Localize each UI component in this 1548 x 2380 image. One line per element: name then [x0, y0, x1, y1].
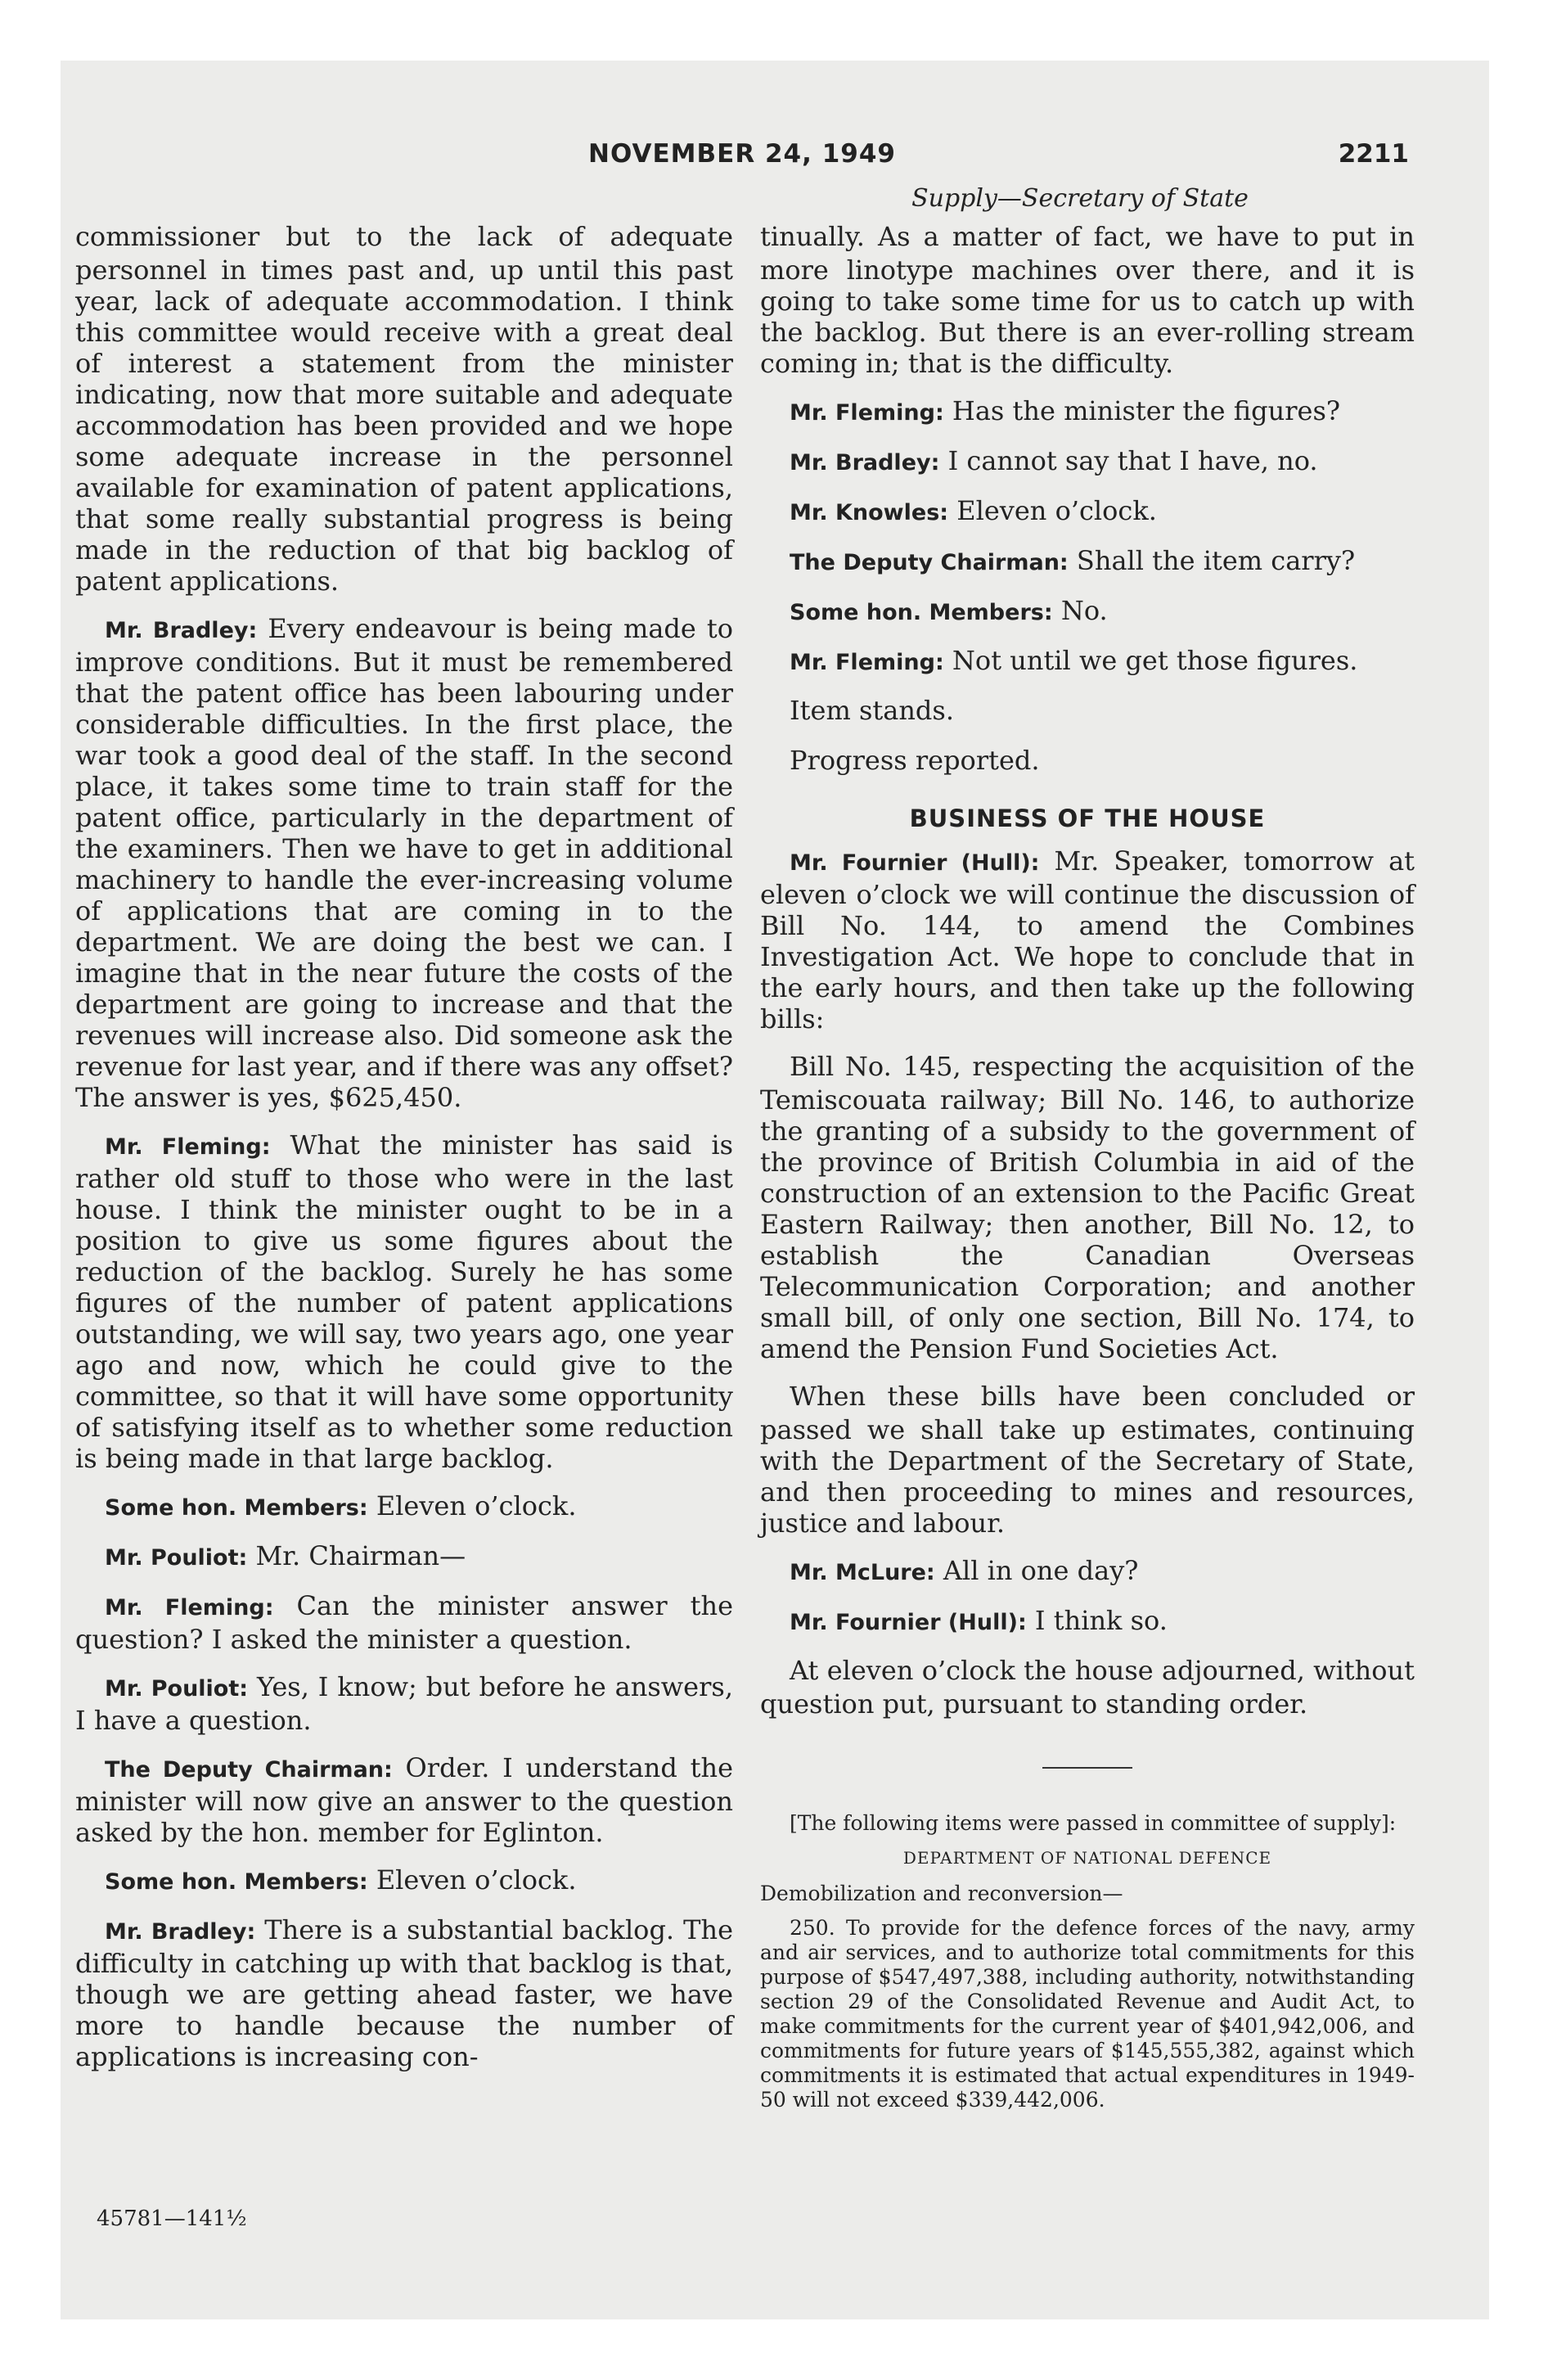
running-head: Supply—Secretary of State — [911, 184, 1249, 213]
paragraph: Mr. Knowles: Eleven o’clock. — [790, 495, 1157, 526]
paragraph: Mr. Bradley: There is a substantial backlog. The difficulty in catching up with that backlog is that, though we are getting ahead faster, we have more to handle because the number of applications is increasing con- — [75, 1914, 734, 2072]
department-heading: DEPARTMENT OF NATIONAL DEFENCE — [902, 1848, 1272, 1868]
speaker-name: Some hon. Members: — [105, 1869, 368, 1895]
left-column — [75, 221, 733, 2089]
speaker-name: Mr. Fleming: — [790, 400, 944, 426]
paragraph: Mr. Fournier (Hull): Mr. Speaker, tomorrow at eleven o’clock we will continue the discussion of Bill No. 144, to amend the Combines Investigation Act. We hope to conclude that in the early hours, and then take up the following bills: — [760, 845, 1415, 1034]
paragraph: Mr. McLure: All in one day? — [790, 1555, 1139, 1586]
speaker-name: Mr. Pouliot: — [105, 1676, 249, 1702]
right-column — [760, 221, 1415, 2122]
paragraph: Mr. Pouliot: Yes, I know; but before he answers, I have a question. — [75, 1671, 734, 1736]
paragraph: Mr. Fleming: Can the minister answer the question? I asked the minister a question. — [75, 1590, 733, 1655]
speaker-name: Mr. Fleming: — [790, 650, 944, 675]
committee-intro: [The following items were passed in committee of supply]: — [790, 1811, 1397, 1835]
speaker-name: Mr. Bradley: — [105, 1919, 256, 1945]
committee-item: 250. To provide for the defence forces of the navy, army and air services, and to authorize total commitments for this purpose of $547,497,388, including authority, notwithstanding section 29 of the Consolidated Revenue and Audit Act, to make commitments for the current year of $401,942,006, and commitments for future years of $145,555,382, against which commitments it is estimated that actual expenditures in 1949-50 will not exceed $339,442,006. — [760, 1916, 1415, 2112]
paragraph: Bill No. 145, respecting the acquisition of the Temiscouata railway; Bill No. 146, to authorize the granting of a subsidy to the government of the province of British Columbia in aid of the construction of an extension to the Pacific Great Eastern Railway; then another, Bill No. 12, to establish the Canadian Overseas Telecommunication Corporation; and another small bill, of only one section, Bill No. 174, to amend the Pension Fund Societies Act. — [760, 1051, 1415, 1364]
print-code: 45781—141½ — [97, 2206, 247, 2231]
speaker-name: Mr. Fleming: — [105, 1134, 271, 1160]
committee-subheading: Demobilization and reconversion— — [760, 1882, 1123, 1905]
speaker-name: Mr. Fleming: — [105, 1595, 274, 1620]
speaker-name: Mr. Fournier (Hull): — [790, 850, 1040, 876]
paragraph: Some hon. Members: No. — [790, 595, 1108, 626]
paragraph: Progress reported. — [790, 745, 1040, 776]
paragraph: Item stands. — [790, 695, 954, 726]
paragraph: Mr. Fournier (Hull): I think so. — [790, 1605, 1168, 1636]
paragraph: Mr. Bradley: I cannot say that I have, no. — [790, 445, 1318, 476]
speaker-name: The Deputy Chairman: — [790, 550, 1069, 575]
speaker-name: Mr. Fournier (Hull): — [790, 1610, 1027, 1635]
speaker-name: Mr. Knowles: — [790, 500, 949, 525]
paragraph: Some hon. Members: Eleven o’clock. — [105, 1490, 577, 1521]
paragraph: Mr. Fleming: Not until we get those figures. — [790, 645, 1358, 676]
paragraph: commissioner but to the lack of adequate personnel in times past and, up until this past year, lack of adequate accommodation. I think this committee would receive with a great deal of interest a statement from the minister indicating, now that more suitable and adequate accommodation has been provided and we hope some adequate increase in the personnel available for examination of patent applications, that some really substantial progress is being made in the reduction of that big backlog of patent applications. — [75, 221, 733, 597]
speaker-name: Mr. Pouliot: — [105, 1545, 248, 1571]
paragraph: tinually. As a matter of fact, we have to put in more linotype machines over there, and it is going to take some time for us to catch up with the backlog. But there is an ever-rolling stream coming in; that is the difficulty. — [760, 221, 1415, 379]
page-date: NOVEMBER 24, 1949 — [588, 139, 896, 169]
speaker-name: Mr. Bradley: — [105, 618, 258, 643]
paragraph: The Deputy Chairman: Shall the item carry? — [790, 545, 1356, 576]
page-number: 2211 — [1338, 139, 1409, 169]
paragraph: Mr. Pouliot: Mr. Chairman— — [105, 1540, 466, 1571]
speaker-name: Some hon. Members: — [790, 600, 1053, 625]
paragraph: Mr. Bradley: Every endeavour is being made to improve conditions. But it must be remembered that the patent office has been labouring under considerable difficulties. In the first place, the war took a good deal of the staff. In the second place, it takes some time to train staff for the patent office, particularly in the department of the examiners. Then we have to get in additional machinery to handle the ever-increasing volume of applications that are coming in to the department. We are doing the best we can. I imagine that in the near future the costs of the department are going to increase and that the revenues will increase also. Did someone ask the revenue for last year, and if there was any offset? The answer is yes, $625,450. — [75, 613, 734, 1113]
paragraph: Some hon. Members: Eleven o’clock. — [105, 1864, 577, 1895]
speaker-name: Some hon. Members: — [105, 1495, 368, 1521]
speaker-name: Mr. Bradley: — [790, 450, 940, 476]
speaker-name: Mr. McLure: — [790, 1560, 935, 1585]
paragraph: The Deputy Chairman: Order. I understand the minister will now give an answer to the question asked by the hon. member for Eglinton. — [75, 1752, 734, 1848]
paragraph: When these bills have been concluded or passed we shall take up estimates, continuing with the Department of the Secretary of State, and then proceeding to mines and resources, justice and labour. — [760, 1381, 1415, 1539]
section-heading: BUSINESS OF THE HOUSE — [909, 805, 1266, 832]
divider — [1042, 1767, 1132, 1769]
speaker-name: The Deputy Chairman: — [105, 1757, 393, 1783]
committee-items — [760, 1811, 1415, 2112]
page-header — [75, 139, 1409, 188]
paragraph: Mr. Fleming: What the minister has said is rather old stuff to those who were in the last house. I think the minister ought to be in a position to give us some figures about the reduction of the backlog. Surely he has some figures of the number of patent applications outstanding, we will say, two years ago, one year ago and now, which he could give to the committee, so that it will have some opportunity of satisfying itself as to whether some reduction is being made in that large backlog. — [75, 1129, 733, 1474]
paragraph: Mr. Fleming: Has the minister the figures? — [790, 395, 1341, 426]
paragraph: At eleven o’clock the house adjourned, without question put, pursuant to standing order. — [760, 1655, 1415, 1720]
